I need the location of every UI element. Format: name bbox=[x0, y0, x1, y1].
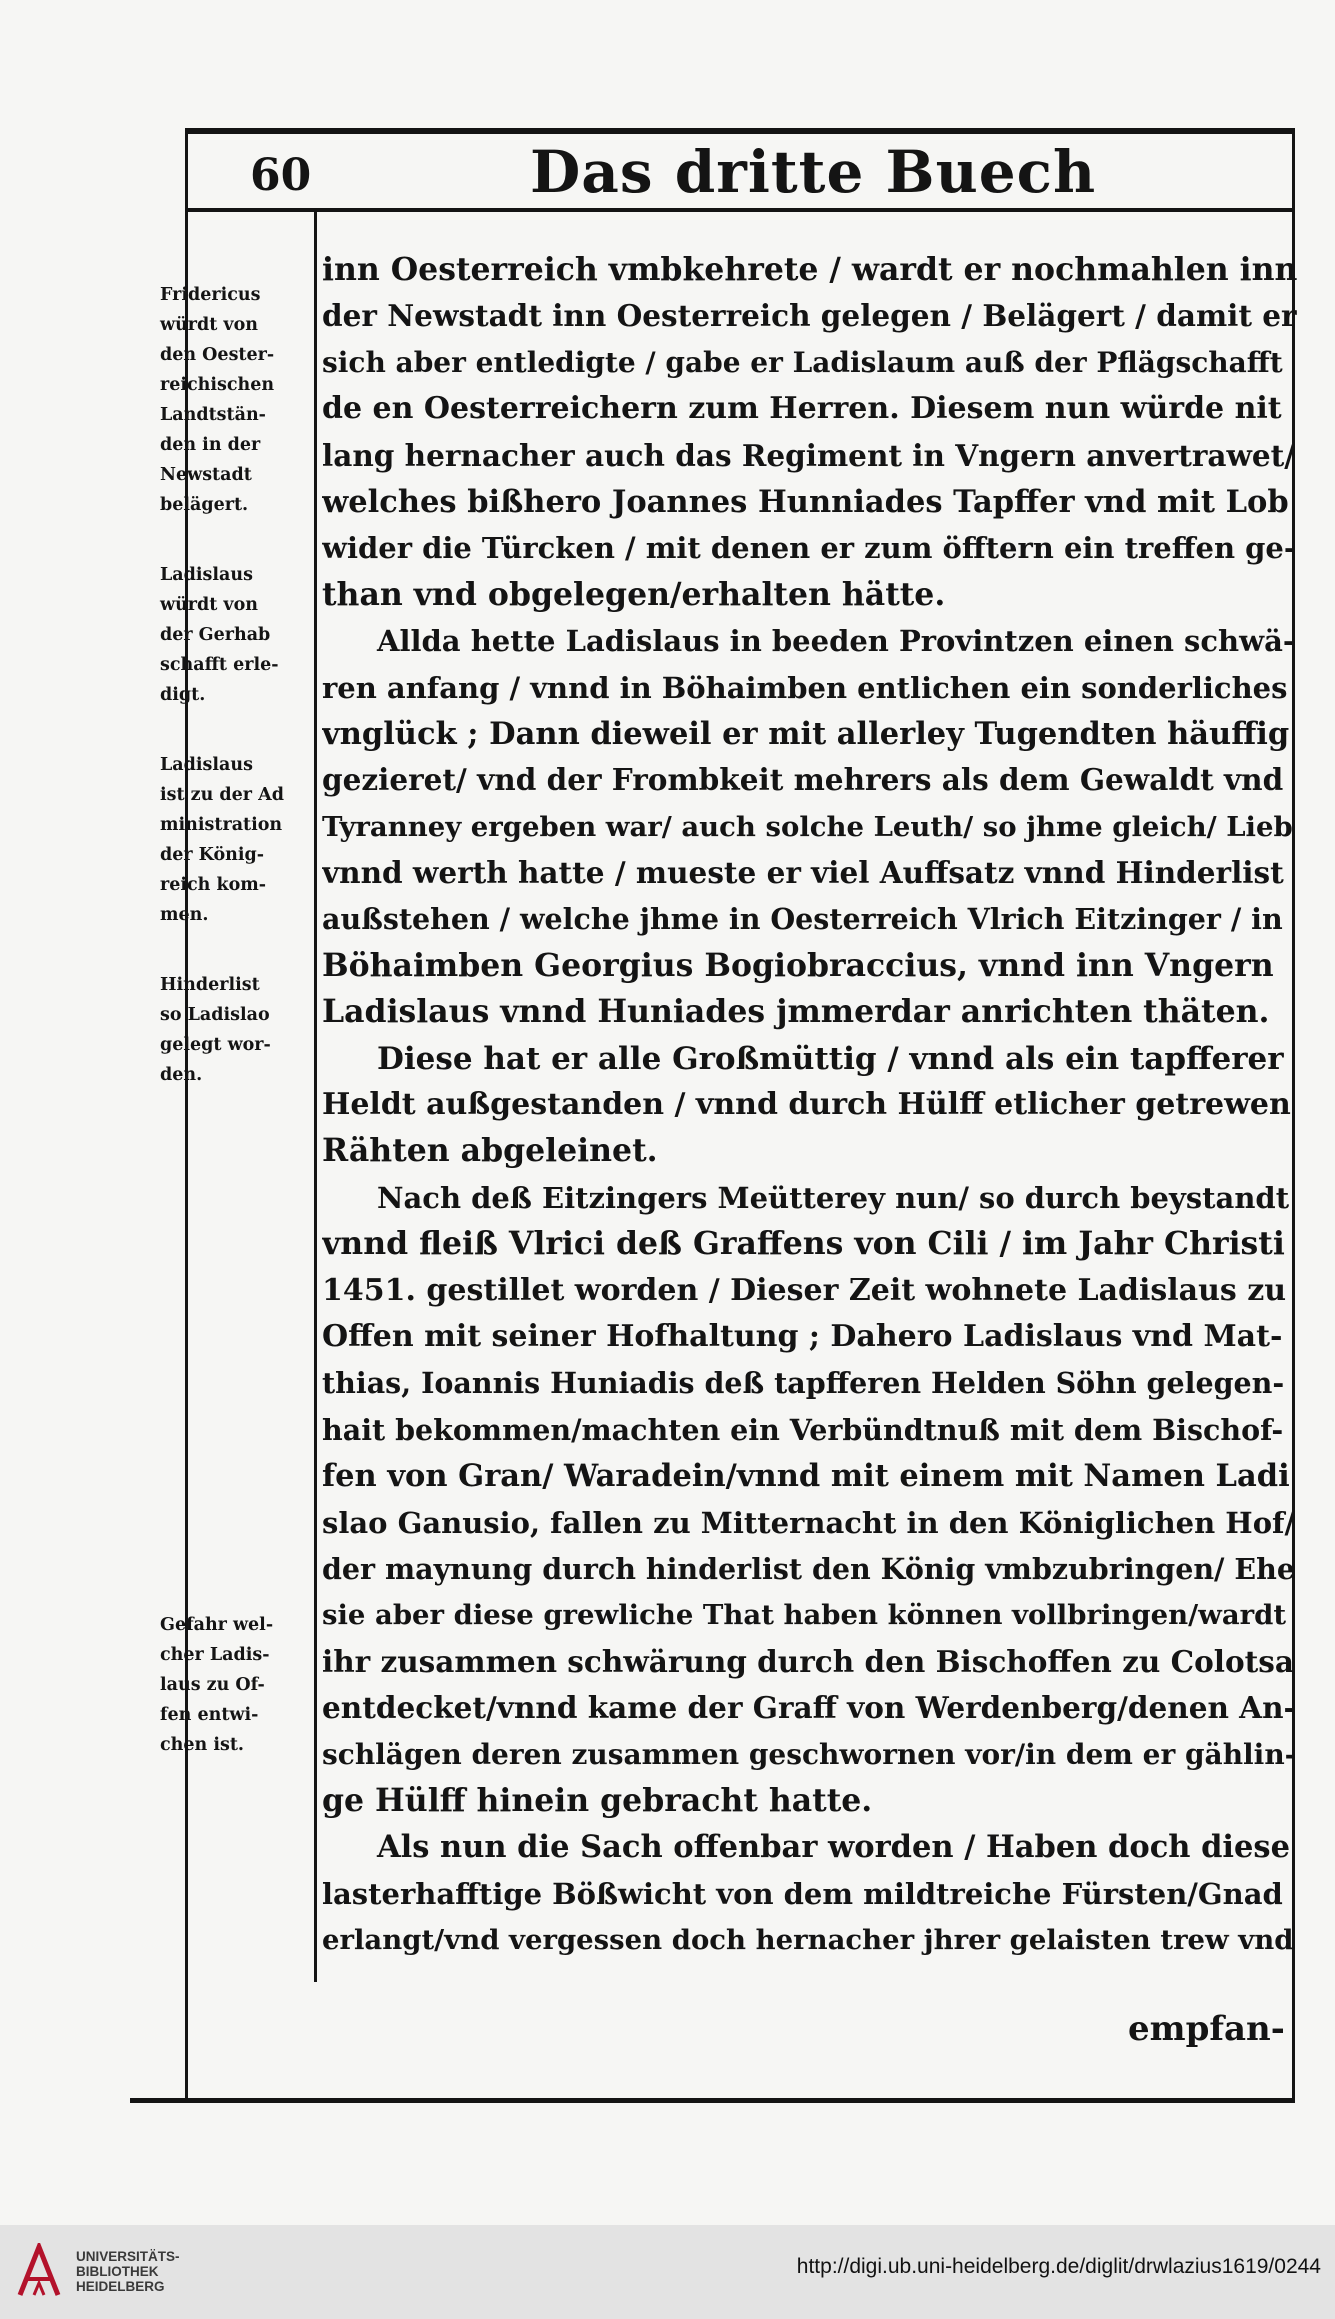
text-line: welches bißhero Joannes Hunniades Tapffer vnd mit Lob bbox=[322, 483, 1289, 520]
header-rule-bottom bbox=[185, 208, 1295, 212]
text-line: ren anfang / vnnd in Böhaimben entlichen ein sonderliches bbox=[322, 670, 1288, 705]
text-line: der maynung durch hinderlist den König vmbzubringen/ Ehe bbox=[322, 1551, 1295, 1586]
sidenote-line: den. bbox=[160, 1065, 203, 1085]
sidenote-line: Gefahr wel- bbox=[160, 1615, 274, 1635]
text-line: Böhaimben Georgius Bogiobraccius, vnnd inn Vngern bbox=[322, 946, 1274, 984]
sidenote-line: fen entwi- bbox=[160, 1705, 259, 1725]
text-line: lasterhafftige Bößwicht von dem mildtreiche Fürsten/Gnad bbox=[322, 1876, 1283, 1911]
logo-line: UNIVERSITÄTS- bbox=[76, 2249, 180, 2264]
text-line: Tyranney ergeben war/ auch solche Leuth/ so jhme gleich/ Lieb bbox=[322, 810, 1293, 843]
text-line: thias, Ioannis Huniadis deß tapfferen Helden Söhn gelegen- bbox=[322, 1366, 1285, 1401]
text-line: inn Oesterreich vmbkehrete / wardt er nochmahlen inn bbox=[322, 251, 1297, 288]
sidenote-line: der König- bbox=[160, 845, 265, 865]
sidenote-line: schafft erle- bbox=[160, 655, 279, 675]
sidenote-line: der Gerhab bbox=[160, 625, 271, 645]
header-rule-top bbox=[185, 128, 1295, 134]
sidenote-line: Newstadt bbox=[160, 465, 252, 485]
sidenote-line: ist zu der Ad bbox=[160, 785, 284, 805]
text-line: Als nun die Sach offenbar worden / Haben doch diese bbox=[377, 1829, 1290, 1866]
sidenote-line: den Oester- bbox=[160, 345, 275, 365]
footer-rule bbox=[130, 2098, 1295, 2103]
sidenote-line: so Ladislao bbox=[160, 1005, 270, 1025]
text-line: hait bekommen/machten ein Verbündtnuß mit dem Bischof- bbox=[322, 1412, 1284, 1447]
sidenote-line: digt. bbox=[160, 685, 206, 705]
main-text-column bbox=[322, 247, 1297, 1963]
sidenote-line: Hinderlist bbox=[160, 975, 260, 995]
catchword: empfan- bbox=[1128, 2009, 1285, 2049]
source-url-link[interactable]: http://digi.ub.uni-heidelberg.de/diglit/drwlazius1619/0244 bbox=[796, 2255, 1321, 2278]
text-line: Ladislaus vnnd Huniades jmmerdar anrichten thäten. bbox=[322, 993, 1270, 1031]
text-line: entdecket/vnnd kame der Graff von Werdenberg/denen An- bbox=[322, 1690, 1296, 1726]
sidenote bbox=[160, 280, 308, 520]
sidenote bbox=[160, 1610, 308, 1760]
text-line: Allda hette Ladislaus in beeden Provintzen einen schwä- bbox=[377, 624, 1295, 659]
sidenote-line: den in der bbox=[160, 435, 261, 455]
text-line: wider die Türcken / mit denen er zum öfftern ein treffen ge- bbox=[322, 531, 1296, 566]
text-line: vnnd werth hatte / mueste er viel Auffsatz vnnd Hinderlist bbox=[322, 855, 1284, 891]
sidenote-line: würdt von bbox=[160, 595, 258, 615]
sidenote bbox=[160, 750, 308, 930]
text-line: fen von Gran/ Waradein/vnnd mit einem mit Namen Ladi bbox=[322, 1458, 1290, 1495]
text-line: außstehen / welche jhme in Oesterreich Vlrich Eitzinger / in bbox=[322, 902, 1283, 937]
sidenote-line: Ladislaus bbox=[160, 755, 253, 775]
sidenote-line: belägert. bbox=[160, 495, 249, 515]
text-line: Offen mit seiner Hofhaltung ; Dahero Ladislaus vnd Mat- bbox=[322, 1318, 1283, 1354]
sidenote-line: Ladislaus bbox=[160, 565, 253, 585]
sidenote-line: Landtstän- bbox=[160, 405, 266, 425]
text-line: erlangt/vnd vergessen doch hernacher jhrer gelaisten trew vnd bbox=[322, 1924, 1294, 1957]
sidenote-line: cher Ladis- bbox=[160, 1645, 270, 1665]
text-line: 1451. gestillet worden / Dieser Zeit wohnete Ladislaus zu bbox=[322, 1272, 1287, 1308]
logo-line: BIBLIOTHEK bbox=[76, 2264, 159, 2279]
sidenote-line: men. bbox=[160, 905, 209, 925]
text-line: ge Hülff hinein gebracht hatte. bbox=[322, 1781, 873, 1819]
sidenote bbox=[160, 560, 308, 710]
sidenote-line: chen ist. bbox=[160, 1735, 245, 1755]
sidenote-line: Fridericus bbox=[160, 285, 261, 305]
text-line: than vnd obgelegen/erhalten hätte. bbox=[322, 575, 946, 613]
column-divider bbox=[314, 212, 317, 1982]
sidenote-line: gelegt wor- bbox=[160, 1035, 271, 1055]
text-line: Heldt außgestanden / vnnd durch Hülff etlicher getrewen bbox=[322, 1087, 1291, 1123]
text-line: vnnd fleiß Vlrici deß Graffens von Cili / im Jahr Christi bbox=[322, 1225, 1285, 1263]
sidenote-line: würdt von bbox=[160, 315, 258, 335]
library-logo-text bbox=[76, 2249, 180, 2294]
library-logo-icon bbox=[14, 2243, 64, 2299]
running-title: Das dritte Buech bbox=[530, 138, 1097, 206]
text-line: Diese hat er alle Großmüttig / vnnd als ein tapfferer bbox=[377, 1040, 1284, 1077]
text-line: ihr zusammen schwärung durch den Bischoffen zu Colotsa bbox=[322, 1643, 1294, 1679]
sidenote-line: reich kom- bbox=[160, 875, 267, 895]
text-line: slao Ganusio, fallen zu Mitternacht in den Königlichen Hof/ bbox=[322, 1505, 1296, 1540]
text-line: schlägen deren zusammen geschwornen vor/in dem er gählin- bbox=[322, 1737, 1297, 1771]
text-line: der Newstadt inn Oesterreich gelegen / Belägert / damit er bbox=[322, 298, 1297, 334]
text-line: lang hernacher auch das Regiment in Vngern anvertrawet/ bbox=[322, 437, 1296, 473]
sidenote-line: ministration bbox=[160, 815, 283, 835]
text-line: sich aber entledigte / gabe er Ladislaum auß der Pflägschafft bbox=[322, 345, 1283, 379]
text-line: vnglück ; Dann dieweil er mit allerley Tugendten häuffig bbox=[322, 715, 1290, 752]
text-line: Rähten abgeleinet. bbox=[322, 1132, 658, 1170]
page-number: 60 bbox=[250, 150, 312, 201]
sidenote-line: laus zu Of- bbox=[160, 1675, 265, 1695]
text-line: gezieret/ vnd der Frombkeit mehrers als dem Gewaldt vnd bbox=[322, 762, 1284, 798]
text-line: sie aber diese grewliche That haben können vollbringen/wardt bbox=[322, 1599, 1287, 1632]
sidenote-line: reichischen bbox=[160, 375, 275, 395]
text-line: Nach deß Eitzingers Meütterey nun/ so durch beystandt bbox=[377, 1180, 1290, 1215]
sidenote bbox=[160, 970, 308, 1090]
logo-line: HEIDELBERG bbox=[76, 2279, 165, 2294]
library-footer bbox=[0, 2225, 1335, 2319]
text-line: de en Oesterreichern zum Herren. Diesem nun würde nit bbox=[322, 391, 1282, 427]
